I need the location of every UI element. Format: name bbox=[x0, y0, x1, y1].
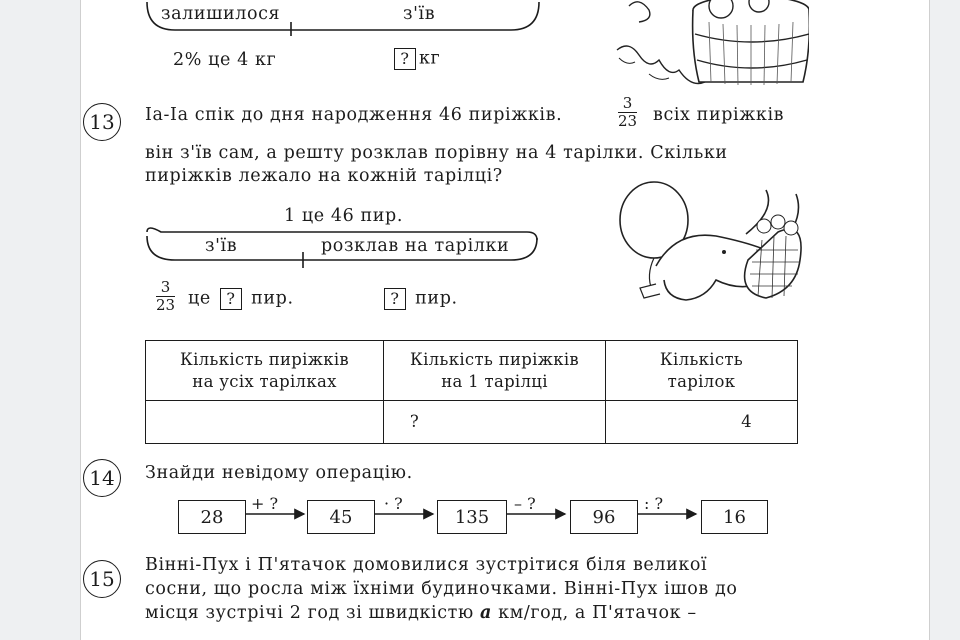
table-cell-per-plate: ? bbox=[384, 401, 606, 444]
variable-a: a bbox=[479, 603, 492, 623]
caption-fraction-denominator: 23 bbox=[156, 296, 176, 314]
question-box: ? bbox=[220, 288, 242, 310]
header-line: Кількість пиріжків bbox=[410, 349, 579, 369]
table-header-total bbox=[146, 341, 384, 401]
caption-left: 2% це 4 кг bbox=[173, 50, 277, 70]
header-line: Кількість bbox=[659, 349, 744, 369]
segment-left-label: залишилося bbox=[161, 4, 281, 24]
question-box: ? bbox=[394, 48, 416, 70]
fraction-denominator: 23 bbox=[618, 112, 638, 130]
header-line: на 1 тарілці bbox=[441, 371, 548, 391]
chain-value-box: 16 bbox=[701, 500, 768, 534]
caption-right-unit: кг bbox=[419, 48, 441, 69]
fraction-numerator: 3 bbox=[618, 95, 637, 113]
caption-this-word: це bbox=[188, 288, 211, 309]
task-15-line2: сосни, що росла між їхніми будиночками. Вінні-Пух ішов до bbox=[145, 579, 738, 599]
table-header-per-plate bbox=[384, 341, 606, 401]
task-13-number: 13 bbox=[83, 103, 121, 141]
diagram-segment-right: розклав на тарілки bbox=[321, 236, 510, 256]
caption-fraction bbox=[156, 279, 175, 314]
diagram-top-label: 1 це 46 пир. bbox=[284, 206, 403, 226]
diagram-segment-left: з'їв bbox=[205, 236, 238, 256]
chain-value-box: 96 bbox=[570, 500, 638, 534]
textbook-page bbox=[80, 0, 930, 640]
task-15-line1: Вінні-Пух і П'ятачок домовилися зустрітися біля великої bbox=[145, 555, 708, 575]
question-box: ? bbox=[384, 288, 406, 310]
task-13-fraction bbox=[618, 95, 637, 130]
line3-start: місця зустрічі 2 год зі швидкістю bbox=[145, 603, 474, 623]
task-13-line3: пиріжків лежало на кожній тарілці? bbox=[145, 166, 503, 186]
chain-value-box: 135 bbox=[437, 500, 507, 534]
chain-value-box: 45 bbox=[307, 500, 375, 534]
caption-this-part bbox=[188, 288, 294, 310]
chain-operation-label: + ? bbox=[251, 494, 279, 513]
eeyore-basket-illustration bbox=[616, 180, 806, 310]
task-14-number: 14 bbox=[83, 459, 121, 497]
table-header-plates bbox=[606, 341, 798, 401]
task-13-line1a: Іа-Іа спік до дня народження 46 пиріжків. bbox=[145, 105, 563, 125]
table-cell-plates: 4 bbox=[606, 401, 798, 444]
chain-operation-label: : ? bbox=[644, 494, 664, 513]
header-line: на усіх тарілках bbox=[192, 371, 337, 391]
segment-right-label: з'їв bbox=[403, 4, 436, 24]
caption-remainder-unit: пир. bbox=[415, 288, 458, 309]
header-line: Кількість пиріжків bbox=[180, 349, 349, 369]
pies-table bbox=[145, 340, 798, 444]
task-15-line3 bbox=[145, 603, 697, 623]
chain-operation-label: · ? bbox=[384, 494, 403, 513]
caption-remainder-part bbox=[381, 288, 458, 310]
caption-right bbox=[391, 48, 440, 70]
task-14-prompt: Знайди невідому операцію. bbox=[145, 463, 413, 483]
chain-value-box: 28 bbox=[178, 500, 246, 534]
task-15-number: 15 bbox=[83, 560, 121, 598]
line3-end: км/год, а П'ятачок – bbox=[498, 603, 697, 623]
caption-unit: пир. bbox=[251, 288, 294, 309]
chain-operation-label: – ? bbox=[514, 494, 536, 513]
barrel-illustration bbox=[609, 0, 809, 92]
task-13-line1b: всіх пиріжків bbox=[653, 105, 785, 125]
caption-fraction-numerator: 3 bbox=[156, 279, 175, 297]
header-line: тарілок bbox=[667, 371, 736, 391]
task-13-line2: він з'їв сам, а решту розклав порівну на 4 тарілки. Скільки bbox=[145, 143, 728, 163]
table-cell-total bbox=[146, 401, 384, 444]
